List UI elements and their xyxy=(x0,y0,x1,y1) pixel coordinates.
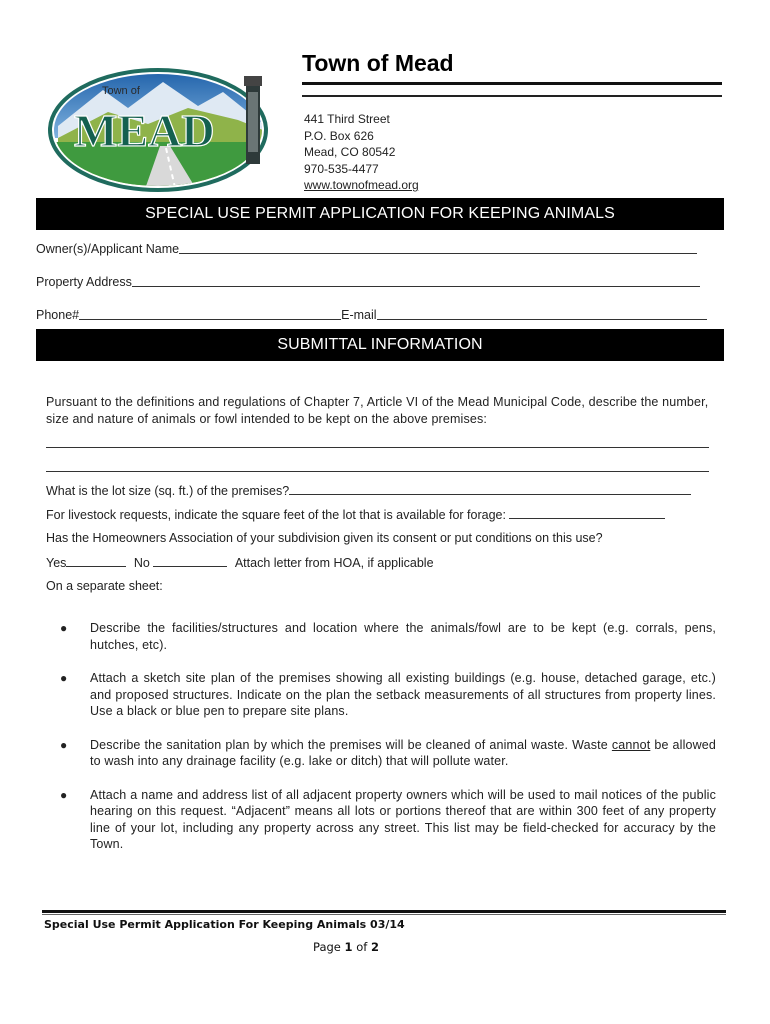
contact-row xyxy=(36,307,707,322)
logo-small-text: Town of xyxy=(102,85,140,97)
list-item-text xyxy=(90,737,716,770)
address-line: P.O. Box 626 xyxy=(304,128,374,143)
list-item-text-start: Describe the sanitation plan by which the premises will be cleaned of animal waste. Waste xyxy=(90,737,612,752)
list-item-text: Attach a sketch site plan of the premises showing all existing buildings (e.g. house, detached garage, etc.) and proposed structures. Indicate on the plan the setback measurements of all structures from property lines. Use a black or blue pen to prepare site plans. xyxy=(90,671,716,718)
owner-label: Owner(s)/Applicant Name xyxy=(36,242,180,256)
underlined-word: cannot xyxy=(611,737,651,752)
submittal-banner: SUBMITTAL INFORMATION xyxy=(36,329,724,361)
footer-rule xyxy=(42,910,726,913)
phone-field[interactable] xyxy=(79,307,341,320)
email-label: E-mail xyxy=(341,308,377,322)
requirements-list xyxy=(60,620,716,870)
total-pages: 2 xyxy=(370,940,379,954)
list-item-text: Describe the facilities/structures and location where the animals/fowl are to be kept (e.g. corrals, pens, hutches, etc). xyxy=(90,621,716,652)
bullet-icon: ● xyxy=(60,787,68,802)
yes-field[interactable] xyxy=(66,554,126,567)
page-number xyxy=(0,940,692,954)
animals-answer-line-1[interactable] xyxy=(46,447,709,448)
footer-rule-thin xyxy=(42,914,726,915)
website-link[interactable]: www.townofmead.org xyxy=(304,178,419,192)
town-of-mead-logo xyxy=(48,68,274,192)
hoa-question: Has the Homeowners Association of your subdivision given its consent or put conditions on this use? xyxy=(46,531,603,545)
separate-sheet-label: On a separate sheet: xyxy=(46,579,163,593)
address-line: 441 Third Street xyxy=(304,112,390,126)
current-page: 1 xyxy=(344,940,353,954)
yes-label: Yes xyxy=(46,556,67,570)
footer-title: Special Use Permit Application For Keeping Animals 03/14 xyxy=(44,918,405,931)
page-of: of xyxy=(352,940,371,954)
forage-field[interactable] xyxy=(509,506,665,519)
owner-name-field[interactable] xyxy=(179,241,697,254)
forage-row xyxy=(46,506,665,524)
forage-question: For livestock requests, indicate the square feet of the lot that is available for forage: xyxy=(46,508,506,522)
animals-answer-line-2[interactable] xyxy=(46,471,709,472)
logo-big-text: MEAD xyxy=(74,105,215,156)
property-row xyxy=(36,274,700,289)
lot-size-field[interactable] xyxy=(289,482,691,495)
bullet-icon: ● xyxy=(60,737,68,752)
email-field[interactable] xyxy=(377,307,707,320)
town-title: Town of Mead xyxy=(302,50,454,76)
list-item xyxy=(60,737,716,770)
owner-row xyxy=(36,241,697,256)
phone-number: 970-535-4477 xyxy=(304,161,379,176)
bullet-icon: ● xyxy=(60,671,68,685)
lot-size-row xyxy=(46,482,691,500)
list-item xyxy=(60,787,716,853)
intro-paragraph: Pursuant to the definitions and regulations of Chapter 7, Article VI of the Mead Municipal Code, describe the number, size and nature of animals or fowl intended to be kept on the above premises: xyxy=(46,395,709,426)
application-title-banner: SPECIAL USE PERMIT APPLICATION FOR KEEPING ANIMALS xyxy=(36,198,724,230)
property-label: Property Address xyxy=(36,275,132,289)
header-rule-thin xyxy=(302,95,722,97)
header-rule xyxy=(302,82,722,85)
list-item xyxy=(60,670,716,720)
address-block xyxy=(304,111,419,194)
hoa-answer-row xyxy=(46,554,434,572)
logo-graphic xyxy=(48,68,274,192)
lot-size-question: What is the lot size (sq. ft.) of the premises? xyxy=(46,484,290,498)
page-prefix: Page xyxy=(313,940,345,954)
list-item-text-end: be allowed to wash into any drainage facility (e.g. lake or ditch) that will pollute water. xyxy=(90,737,716,768)
address-line: Mead, CO 80542 xyxy=(304,145,396,159)
bullet-icon: ● xyxy=(60,621,68,635)
phone-label: Phone# xyxy=(36,308,80,322)
attach-hoa-label: Attach letter from HOA, if applicable xyxy=(234,556,434,570)
no-label: No xyxy=(133,556,150,570)
no-field[interactable] xyxy=(153,554,227,567)
list-item xyxy=(60,620,716,653)
list-item-text: Attach a name and address list of all adjacent property owners which will be used to mail notices of the public hearing on this request. “Adjacent” means all lots or portions thereof that are within 300 feet of any property line of your lot, including any property across any street. This list may be field-checked for accuracy by the Town. xyxy=(90,787,716,851)
property-address-field[interactable] xyxy=(132,274,700,287)
